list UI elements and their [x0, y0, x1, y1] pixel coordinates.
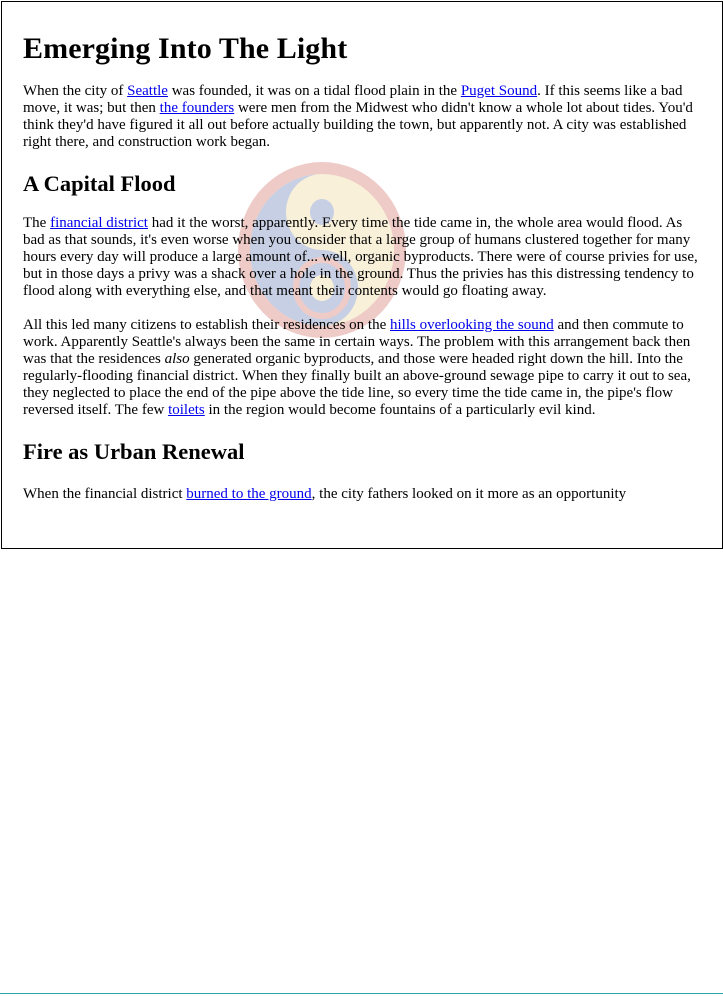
intro-paragraph	[23, 83, 701, 151]
capital-flood-paragraph-1	[23, 215, 701, 300]
text: in the region would become fountains of a particularly evil kind.	[204, 402, 596, 418]
text: generated organic byproducts, and those were headed right down the hill. Into the regularly-flooding financial district. When they finally built an above-ground sewage pipe to carry it out to sea, they neglected to place the end of the pipe above the tide line, so every time the tide came in, the pipe's flow reversed itself. The few	[23, 351, 691, 418]
text: and then commute to work. Apparently Seattle's always been the same in certain ways. The problem with this arrangement back then was that the residences	[23, 317, 691, 367]
capital-flood-paragraph-2	[23, 317, 701, 419]
bottom-divider	[0, 993, 723, 994]
emphasis-also: also	[164, 351, 190, 367]
page-title: Emerging Into The Light	[23, 32, 348, 65]
text: All this led many citizens to establish their residences on the	[23, 317, 390, 333]
link-financial-district[interactable]: financial district	[50, 215, 148, 231]
article	[2, 31, 722, 503]
text: had it the worst, apparently. Every time the tide came in, the whole area would flood. As bad as that sounds, it's even worse when you consider that a large group of humans clustered together for many hours every day will produce a large amount of... well, organic byproducts. There were of course privies for use, but in those days a privy was a shack over a hole in the ground. Thus the privies has this distressing tendency to flood along with everything else, and that meant their contents would go floating away.	[23, 215, 698, 299]
text: When the city of	[23, 83, 128, 99]
section-heading-capital-flood: A Capital Flood	[23, 171, 176, 196]
link-puget-sound[interactable]: Puget Sound	[460, 83, 538, 99]
text: were men from the Midwest who didn't know a whole lot about tides. You'd think they'd have figured it all out before actually building the town, but apparently not. A city was established right there, and construction work began.	[23, 100, 693, 150]
link-the-founders[interactable]: the founders	[159, 100, 235, 116]
page-frame	[1, 1, 723, 549]
link-toilets[interactable]: toilets	[168, 402, 205, 418]
text: , the city fathers looked on it more as an opportunity	[311, 486, 627, 502]
text: The	[23, 215, 51, 231]
fire-paragraph-1	[23, 486, 701, 503]
text: was founded, it was on a tidal flood plain in the	[167, 83, 461, 99]
text: When the financial district	[23, 486, 187, 502]
link-seattle[interactable]: Seattle	[127, 83, 168, 99]
link-hills-overlooking-sound[interactable]: hills overlooking the sound	[390, 317, 554, 333]
link-burned-to-the-ground[interactable]: burned to the ground	[186, 486, 312, 502]
section-heading-fire-urban-renewal: Fire as Urban Renewal	[23, 439, 245, 464]
text: . If this seems like a bad move, it was; but then	[23, 83, 683, 116]
